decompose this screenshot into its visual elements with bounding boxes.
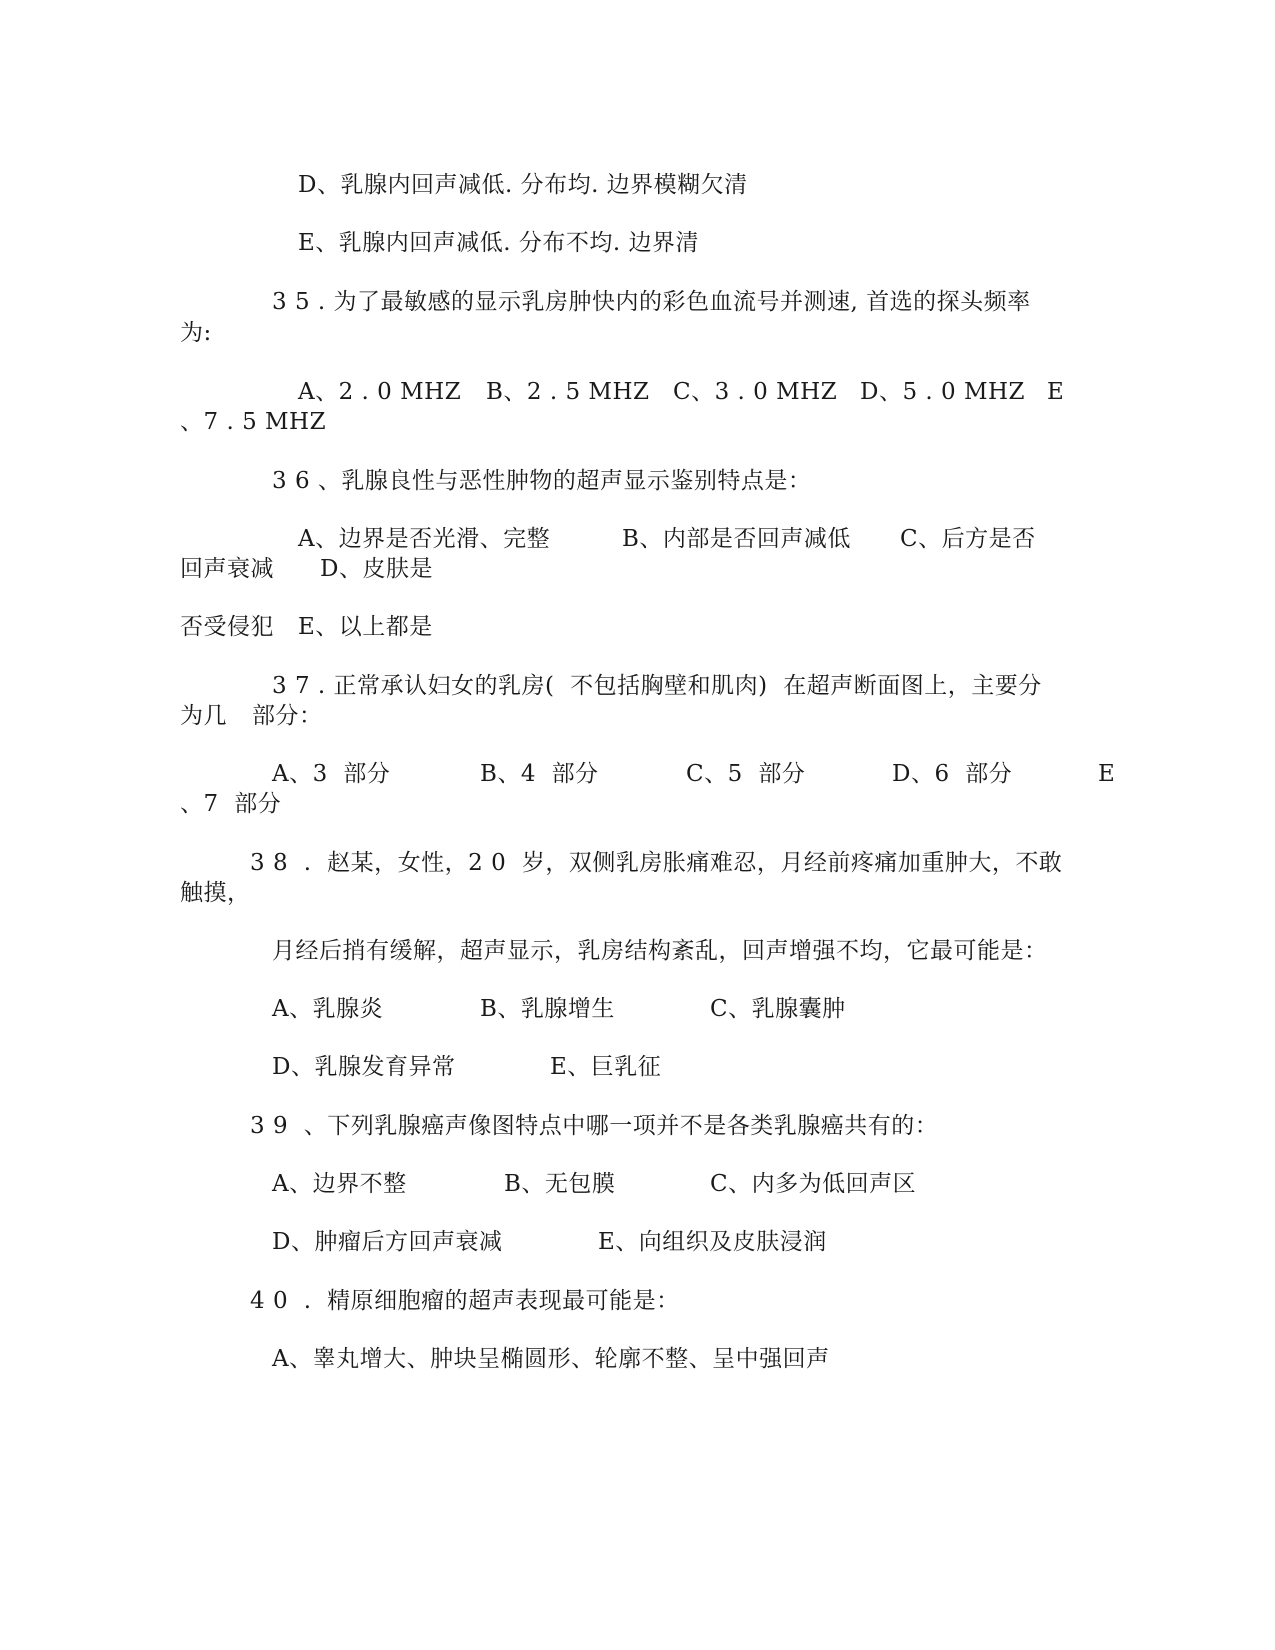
q39-option-c: C、内多为低回声区 xyxy=(710,1171,917,1197)
q37-stem: 3 7 . 正常承认妇女的乳房( 不包括胸壁和肌肉) 在超声断面图上，主要分 xyxy=(272,673,1042,699)
q36-option-d: D、皮肤是 xyxy=(320,556,433,582)
q37-stem-cont-b: 部分： xyxy=(252,703,323,729)
q40-option-a: A、睾丸增大、肿块呈椭圆形、轮廓不整、呈中强回声 xyxy=(272,1346,830,1372)
q36-option-c-cont: 回声衰减 xyxy=(180,556,274,582)
q38-option-d: D、乳腺发育异常 xyxy=(272,1054,456,1080)
q38-option-b: B、乳腺增生 xyxy=(480,996,615,1022)
q39-option-d: D、肿瘤后方回声衰减 xyxy=(272,1229,503,1255)
q38-stem-cont: 触摸， xyxy=(180,880,251,906)
q36-option-a: A、边界是否光滑、完整 xyxy=(298,526,551,552)
q38-option-c: C、乳腺囊肿 xyxy=(710,996,846,1022)
q35-stem-cont: 为: xyxy=(180,320,212,346)
q35-option-c: C、3 . 0 MHZ xyxy=(673,379,838,405)
q36-option-b: B、内部是否回声减低 xyxy=(622,526,851,552)
q35-option-e-cont: 、7 . 5 MHZ xyxy=(180,409,327,435)
q37-option-e-letter: E xyxy=(1098,761,1116,787)
q36-option-e: E、以上都是 xyxy=(298,614,433,640)
q38-option-e: E、巨乳征 xyxy=(550,1054,662,1080)
q39-stem: 3 9 、下列乳腺癌声像图特点中哪一项并不是各类乳腺癌共有的： xyxy=(250,1113,939,1139)
q38-stem-cont-2: 月经后捎有缓解，超声显示，乳房结构紊乱，回声增强不均，它最可能是： xyxy=(272,938,1048,964)
q37-option-d: D、6 部分 xyxy=(892,761,1013,787)
q35-option-e-letter: E xyxy=(1047,379,1065,405)
q34-option-e: E、乳腺内回声减低. 分布不均. 边界清 xyxy=(298,230,700,256)
q35-option-b: B、2 . 5 MHZ xyxy=(486,379,650,405)
q40-stem: 4 0 . 精原细胞瘤的超声表现最可能是： xyxy=(250,1288,680,1314)
q39-option-b: B、无包膜 xyxy=(504,1171,616,1197)
q36-stem: 3 6 、乳腺良性与恶性肿物的超声显示鉴别特点是： xyxy=(272,468,812,494)
q37-option-e-cont: 、7 部分 xyxy=(180,791,282,817)
q34-option-d: D、乳腺内回声减低. 分布均. 边界模糊欠清 xyxy=(298,172,748,198)
q35-stem: 3 5 . 为了最敏感的显示乳房肿快内的彩色血流号并测速, 首选的探头频率 xyxy=(272,289,1031,315)
q36-option-d-cont: 否受侵犯 xyxy=(180,614,274,640)
q39-option-a: A、边界不整 xyxy=(272,1171,407,1197)
q38-stem: 3 8 . 赵某，女性，2 0 岁，双侧乳房胀痛难忍，月经前疼痛加重肿大，不敢 xyxy=(250,850,1063,876)
q37-option-a: A、3 部分 xyxy=(272,761,391,787)
q35-option-a: A、2 . 0 MHZ xyxy=(298,379,462,405)
q35-option-d: D、5 . 0 MHZ xyxy=(860,379,1026,405)
q36-option-c: C、后方是否 xyxy=(900,526,1036,552)
q38-option-a: A、乳腺炎 xyxy=(272,996,384,1022)
q39-option-e: E、向组织及皮肤浸润 xyxy=(598,1229,827,1255)
q37-option-b: B、4 部分 xyxy=(480,761,599,787)
q37-stem-cont-a: 为几 xyxy=(180,703,227,729)
q37-option-c: C、5 部分 xyxy=(686,761,806,787)
